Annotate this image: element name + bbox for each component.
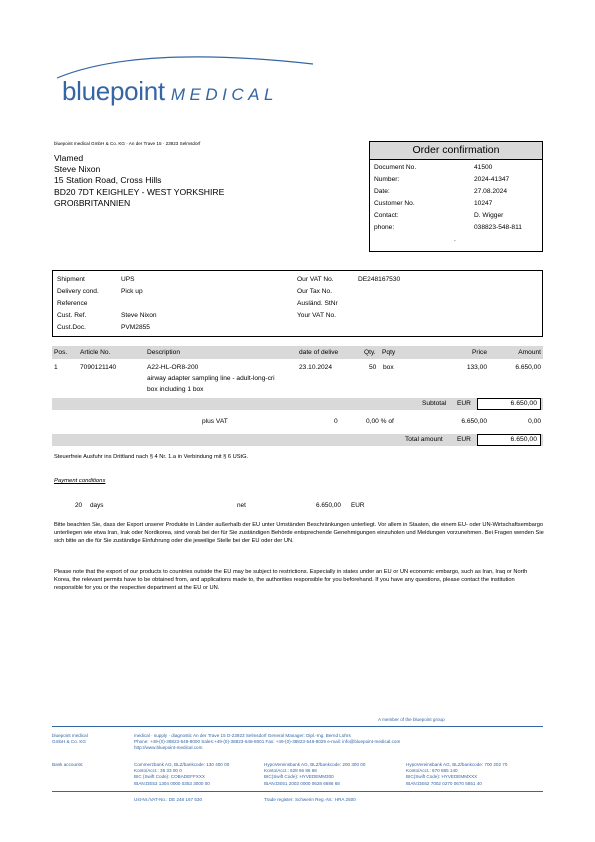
tax-label: Our Tax No. (297, 288, 333, 295)
order-label: Contact: (374, 212, 399, 219)
row-price: 133,00 (466, 364, 487, 371)
order-number: 2024-41347 (474, 176, 510, 183)
col-pqty: Pqty (382, 349, 396, 356)
payment-currency: EUR (351, 502, 365, 509)
bank-line: HypoVereinsbank AG, BLZ/bankcode: 700 202 70 (406, 762, 508, 767)
logo-main-text: bluepoint (62, 76, 165, 106)
address-line: Steve Nixon (54, 164, 101, 175)
total-currency: EUR (457, 436, 471, 443)
group-member-note: A member of the bluepoint group (378, 717, 445, 722)
col-date: date of delive (299, 349, 339, 356)
table-row (52, 364, 543, 400)
address-line: Vlamed (54, 153, 84, 163)
bank-line: IBAN:DE61 2003 0000 0628 6686 68 (264, 780, 340, 786)
export-notice-en: Please note that the export of our products to countries outside the EU may be subject to restrictions. Especially in states under an EU or UN economic embargo, such as Iran, Iraq or North Korea, the relevant permits have to be obtained from, and applications made to, the authorities responsible for you beforehand. If you have any questions, please contact the institution responsible for you or the respective department at the EU or UN. (54, 569, 528, 591)
order-label: Document No. (374, 164, 417, 171)
total-value: 6.650,00 (477, 434, 541, 446)
tax-label: Our VAT No. (297, 276, 334, 283)
bank-line: IBAN:DE53 1304 0000 0353 3000 00 (134, 780, 210, 786)
address-line: GROßBRITANNIEN (54, 197, 131, 208)
order-confirmation-box (369, 141, 543, 252)
col-description: Description (147, 349, 180, 356)
vat-rate: 0,00 % of (366, 418, 394, 425)
order-label: Number: (374, 176, 400, 183)
footer-contact-line: Phone: +49-(0)-38823-548-8000 Sales:+49-(0)-38823-548-8001 Fax: +49-(0)-38823-548-8029 e-mail: info@bluepoint-medical.com (134, 739, 401, 745)
payment-net-label: net (237, 502, 246, 509)
footer-vat-number: Ust-Nr./VAT-No.: DE 248 167 530 (134, 797, 202, 802)
payment-days-label: days (90, 502, 104, 509)
shipment-label: Cust.Doc. (57, 324, 86, 331)
order-date: 27.08.2024 (474, 188, 508, 195)
bank-line: BIC(Swift Code): HYVEDEMM300 (264, 774, 334, 780)
payment-days: 20 (75, 502, 83, 509)
shipment-label: Delivery cond. (57, 288, 99, 295)
subtotal-value: 6.650,00 (477, 398, 541, 410)
vat-label: plus VAT (202, 418, 228, 425)
vat-code: 0 (334, 418, 338, 425)
shipment-label: Reference (57, 300, 88, 307)
total-label: Total amount (405, 436, 443, 443)
vat-base: 6.650,00 (461, 418, 487, 425)
shipment-label: Cust. Ref. (57, 312, 87, 319)
subtotal-bar (52, 398, 543, 410)
subtotal-label: Subtotal (422, 400, 447, 407)
payment-heading: Payment conditions (54, 478, 106, 484)
bank-line: BIC (Swift Code): COBADEFFXXX (134, 774, 205, 780)
bank-accounts-label: Bank accounts: (52, 762, 84, 767)
shipment-value: PVM2855 (121, 324, 150, 331)
payment-row (54, 502, 544, 512)
export-notice-de: Bitte beachten Sie, dass der Export unserer Produkte in Länder außerhalb der EU unter Umständen Beschränkungen unterliegt. Vor allem in Staaten, die einem EU- oder UN-Wirtschaftsembargo unterliegen wie etwa Iran, Irak oder Nordkorea, sind vorab bei der für Sie zuständigen Behörde entsprechende Genehmigungen einzuholen und Meldungen vorzunehmen. Bei Fragen wenden Sie sich bitte an die für Sie zuständige Einfuhrung oder die jeweilige Stelle bei der EU oder der UN. (54, 522, 544, 544)
row-desc-line: airway adapter sampling line - adult-long-cri (147, 375, 275, 382)
order-box-title: Order confirmation (370, 142, 542, 160)
address-line: 15 Station Road, Cross Hills (54, 175, 162, 186)
footer-divider (52, 726, 543, 727)
customer-number: 10247 (474, 200, 493, 207)
row-unit: box (383, 364, 394, 371)
vat-amount: 0,00 (528, 418, 541, 425)
row-desc-line: box including 1 box (147, 386, 204, 393)
row-pos: 1 (54, 364, 58, 371)
bank-line: Commerzbank AG, BLZ/bankcode: 130 400 00 (134, 762, 230, 767)
bank-line: HypoVereinsbank AG, BLZ/bankcode: 200 300 00 (264, 762, 366, 767)
bank-line: Konto/Acct.: 628 66 86 68 (264, 768, 317, 774)
shipment-label: Shipment (57, 276, 85, 283)
row-qty: 50 (369, 364, 377, 371)
bank-line: Konto/Acct.: 35 33 00 0 (134, 768, 182, 774)
row-code: A22-HL-OR8-200 (147, 364, 199, 371)
footer-company-line: bluepoint medical (52, 733, 88, 738)
bank-account-2 (264, 762, 365, 787)
shipment-value: Steve Nixon (121, 312, 157, 319)
col-price: Price (471, 349, 487, 356)
row-amount: 6.650,00 (515, 364, 541, 371)
tax-value: DE248167530 (358, 276, 401, 283)
bank-line: BIC(Swift Code): HYVEDEMMXXX (406, 774, 478, 780)
sender-line: bluepoint medical GmbH & Co. KG · An der Trave 15 · 23923 Selmsdorf (54, 141, 201, 146)
footer-divider-2 (52, 791, 543, 792)
footer-contact (134, 733, 400, 752)
row-article: 7090121140 (80, 364, 117, 371)
bank-line: IBAN:DE62 7002 0270 0670 5851 40 (406, 780, 482, 786)
footer-trade-register: Trade register: Schwerin Reg.-Nr.: HRA 2500 (264, 797, 356, 802)
bank-line: Konto/Acct.: 670 585 140 (406, 768, 458, 774)
address-line: BD20 7DT KEIGHLEY - WEST YORKSHIRE (54, 186, 225, 197)
tax-note: Steuerfreie Ausfuhr ins Drittland nach § 4 Nr. 1.a in Verbindung mit § 6 UStG. (54, 454, 249, 460)
col-article: Article No. (80, 349, 111, 356)
vat-row (52, 418, 543, 430)
company-logo (62, 76, 278, 107)
footer-company (52, 733, 88, 745)
footer-website: http://www.bluepoint-medical.com (134, 745, 203, 751)
col-pos: Pos. (54, 349, 68, 356)
total-bar (52, 434, 543, 446)
shipment-value: UPS (121, 276, 135, 283)
tax-label: Your VAT No. (297, 312, 336, 319)
shipment-value: Pick up (121, 288, 143, 295)
row-date: 23.10.2024 (299, 364, 333, 371)
recipient-address (54, 153, 224, 209)
footer-contact-line: medical · supply · diagnostic An der Trave 15 D-23923 Selmsdorf General Manager: Dipl.-Ing. Bernd Lührs (134, 733, 351, 738)
order-box-extra: . (454, 236, 456, 243)
order-label: phone: (374, 224, 395, 231)
subtotal-currency: EUR (457, 400, 471, 407)
order-label: Date: (374, 188, 390, 195)
footer-company-line: GmbH & Co. KG (52, 739, 86, 745)
bank-account-3 (406, 762, 507, 787)
col-qty: Qty. (364, 349, 376, 356)
logo-sub-text: MEDICAL (170, 85, 278, 104)
tax-label: Ausländ. StNr (297, 300, 338, 307)
contact-name: D. Wigger (474, 212, 504, 219)
items-table-header (52, 346, 543, 359)
document-number: 41500 (474, 164, 493, 171)
col-amount: Amount (518, 349, 541, 356)
bank-account-1 (134, 762, 229, 787)
order-label: Customer No. (374, 200, 415, 207)
shipment-info-box (52, 270, 543, 337)
payment-amount: 6.650,00 (316, 502, 341, 509)
contact-phone: 038823-548-811 (474, 224, 522, 231)
